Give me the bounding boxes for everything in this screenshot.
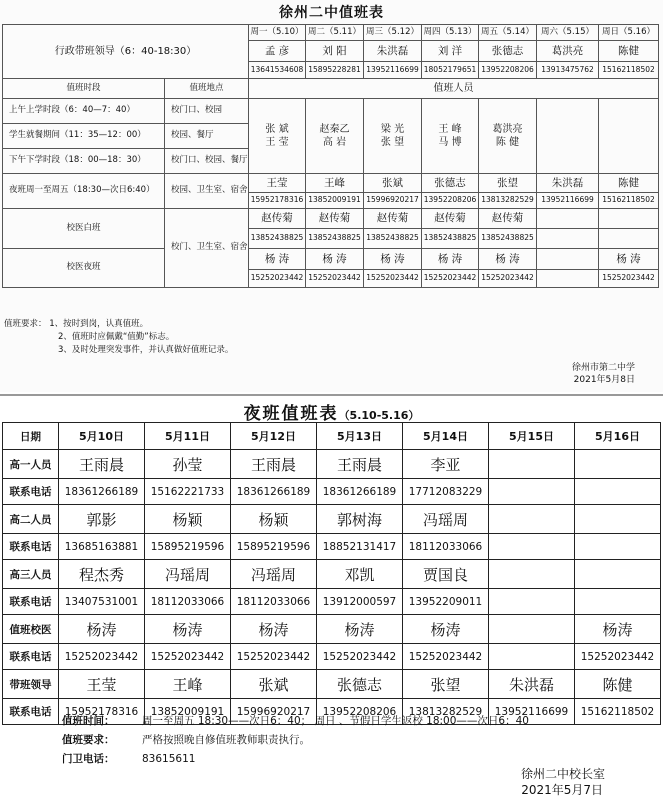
person-name: 杨涛 (317, 615, 403, 644)
footer-value: 83615611 (142, 753, 196, 765)
doctor-night-phone: 15252023442 (599, 270, 659, 288)
person-phone: 13952208206 (317, 699, 403, 725)
person-name: 郭树海 (317, 505, 403, 534)
person-phone: 18361266189 (231, 479, 317, 505)
person-name: 杨涛 (231, 615, 317, 644)
person-name: 杨涛 (403, 615, 489, 644)
date-header: 5月11日 (145, 423, 231, 450)
night-duty-table (2, 422, 661, 725)
admin-phone: 15162118502 (599, 62, 659, 79)
footer-key: 门卫电话： (62, 753, 115, 765)
person-phone (575, 589, 661, 615)
person-name: 杨颖 (231, 505, 317, 534)
period-staff-name: 赵秦乙 (319, 124, 350, 135)
top-sign-date: 2021年5月8日 (573, 375, 635, 385)
footer-key: 值班时间： (62, 715, 115, 727)
weekday-row (3, 25, 659, 41)
night-sign-date: 2021年5月7日 (521, 783, 603, 797)
doctor-day-phone: 13852438825 (479, 229, 537, 249)
period-staff-name: 陈 健 (495, 137, 520, 148)
person-phone: 13912000597 (317, 589, 403, 615)
doctor-night-label: 校医夜班 (3, 249, 165, 288)
admin-phone: 13913475762 (537, 62, 599, 79)
person-phone: 15252023442 (403, 644, 489, 670)
doctor-day-name: 赵传菊 (479, 209, 537, 229)
footer-value: 严格按照晚自修值班教师职责执行。 (142, 734, 310, 746)
night-duty-roster (0, 394, 663, 802)
phone-label: 联系电话 (3, 534, 59, 560)
person-row (3, 615, 661, 644)
person-row (3, 505, 661, 534)
person-name: 王雨晨 (59, 450, 145, 479)
period-time: 上午上学时段（6：40—7：40） (3, 99, 165, 124)
doctor-day-phone: 13852438825 (364, 229, 422, 249)
person-phone: 18361266189 (317, 479, 403, 505)
night-phone: 15996920217 (364, 193, 422, 209)
night-title-main: 夜班值班表 (243, 404, 339, 424)
person-phone: 18361266189 (59, 479, 145, 505)
doctor-day-name: 赵传菊 (422, 209, 479, 229)
night-name: 张斌 (364, 174, 422, 193)
person-name: 杨涛 (59, 615, 145, 644)
person-phone: 15252023442 (231, 644, 317, 670)
admin-name: 孟 彦 (249, 41, 306, 62)
period-row (3, 99, 659, 124)
person-name: 杨涛 (145, 615, 231, 644)
place-header: 值班地点 (165, 79, 249, 99)
period-staff-name: 葛洪亮 (492, 124, 523, 135)
doctor-night-name-row (3, 249, 659, 270)
person-name (575, 505, 661, 534)
doctor-day-phone: 13852438825 (249, 229, 306, 249)
empty-cell (537, 229, 599, 249)
phone-row (3, 479, 661, 505)
doctor-night-name (537, 249, 599, 270)
top-requirements (4, 318, 233, 357)
date-label: 日期 (3, 423, 59, 450)
person-name: 王雨晨 (231, 450, 317, 479)
phone-row (3, 534, 661, 560)
person-phone: 13952116699 (489, 699, 575, 725)
person-phone: 18112033066 (145, 589, 231, 615)
doctor-day-label: 校医白班 (3, 209, 165, 249)
weekday-header: 周五（5.14） (479, 25, 537, 41)
period-header: 值班时段 (3, 79, 165, 99)
admin-phone: 15895228281 (306, 62, 364, 79)
person-name: 杨颖 (145, 505, 231, 534)
doctor-night-phone: 15252023442 (479, 270, 537, 288)
admin-name: 朱洪磊 (364, 41, 422, 62)
empty-cell (537, 209, 599, 229)
person-phone: 13813282529 (403, 699, 489, 725)
date-header: 5月13日 (317, 423, 403, 450)
top-signature (572, 362, 635, 386)
person-phone (575, 479, 661, 505)
empty-cell (599, 209, 659, 229)
person-phone (489, 479, 575, 505)
period-staff-name: 马 博 (438, 137, 462, 148)
period-staff-name: 高 岩 (322, 137, 347, 148)
phone-row (3, 589, 661, 615)
admin-name: 张德志 (479, 41, 537, 62)
night-phone: 13952208206 (422, 193, 479, 209)
period-staff-name: 王 莹 (265, 137, 289, 148)
phone-row (3, 644, 661, 670)
period-staff-name: 张 望 (380, 137, 405, 148)
night-name: 陈健 (599, 174, 659, 193)
person-name: 邓凯 (317, 560, 403, 589)
period-staff (422, 99, 479, 174)
doctor-night-name: 杨 涛 (422, 249, 479, 270)
person-name (575, 450, 661, 479)
person-phone: 18852131417 (317, 534, 403, 560)
person-name: 王雨晨 (317, 450, 403, 479)
doctor-night-phone (537, 270, 599, 288)
person-row (3, 560, 661, 589)
role-label: 高二人员 (3, 505, 59, 534)
date-header: 5月10日 (59, 423, 145, 450)
admin-name: 刘 洋 (422, 41, 479, 62)
night-phone: 13852009191 (306, 193, 364, 209)
night-phone: 13813282529 (479, 193, 537, 209)
night-name-row (3, 174, 659, 193)
date-header: 5月15日 (489, 423, 575, 450)
person-phone (489, 644, 575, 670)
night-label: 夜班周一至周五（18:30—次日6:40） (3, 174, 165, 209)
person-phone: 18112033066 (403, 534, 489, 560)
weekday-header: 周三（5.12） (364, 25, 422, 41)
weekday-header: 周二（5.11） (306, 25, 364, 41)
admin-phone: 13952208206 (479, 62, 537, 79)
doctor-day-phone: 13852438825 (306, 229, 364, 249)
phone-label: 联系电话 (3, 699, 59, 725)
person-name: 冯瑶周 (403, 505, 489, 534)
duty-roster-top (0, 0, 663, 392)
empty-cell (537, 99, 599, 174)
doctor-day-name: 赵传菊 (306, 209, 364, 229)
top-req-line: 2、值班时应佩戴“值勤”标志。 (58, 332, 175, 342)
night-name: 张德志 (422, 174, 479, 193)
person-name: 冯瑶周 (145, 560, 231, 589)
night-footer (2, 712, 660, 769)
weekday-header: 周日（5.16） (599, 25, 659, 41)
person-phone: 15895219596 (231, 534, 317, 560)
admin-phone: 13952116699 (364, 62, 422, 79)
person-name (575, 560, 661, 589)
period-staff (364, 99, 422, 174)
admin-phone: 13641534608 (249, 62, 306, 79)
doctor-night-phone: 15252023442 (306, 270, 364, 288)
person-name: 王莹 (59, 670, 145, 699)
person-name: 张望 (403, 670, 489, 699)
person-name (489, 505, 575, 534)
admin-name: 刘 阳 (306, 41, 364, 62)
person-phone: 15252023442 (575, 644, 661, 670)
period-place: 校门口、校园、餐厅 (165, 149, 249, 174)
person-name: 陈健 (575, 670, 661, 699)
period-staff (479, 99, 537, 174)
person-phone: 15895219596 (145, 534, 231, 560)
weekday-header: 周六（5.15） (537, 25, 599, 41)
person-name: 张德志 (317, 670, 403, 699)
date-row (3, 423, 661, 450)
person-name (489, 615, 575, 644)
date-header: 5月14日 (403, 423, 489, 450)
person-phone: 15252023442 (317, 644, 403, 670)
top-req-line: 3、及时处理突发事件，并认真做好值班记录。 (58, 345, 234, 355)
phone-label: 联系电话 (3, 589, 59, 615)
doctor-night-phone: 15252023442 (364, 270, 422, 288)
footer-value: 周一至周五 18:30——次日6：40； 周日 、节假日学生返校 18:00——次日6：40 (142, 715, 529, 727)
person-phone (489, 534, 575, 560)
person-name: 郭影 (59, 505, 145, 534)
period-staff (249, 99, 306, 174)
person-name: 冯瑶周 (231, 560, 317, 589)
admin-phone: 18052179651 (422, 62, 479, 79)
doctor-day-name-row (3, 209, 659, 229)
weekday-header: 周一（5.10） (249, 25, 306, 41)
footer-row (2, 712, 660, 731)
person-phone: 15952178316 (59, 699, 145, 725)
role-label: 高一人员 (3, 450, 59, 479)
doctor-place: 校门、卫生室、宿舍 (165, 209, 249, 288)
night-sign-org: 徐州二中校长室 (520, 767, 605, 781)
admin-name: 葛洪亮 (537, 41, 599, 62)
person-name (489, 450, 575, 479)
night-name: 王莹 (249, 174, 306, 193)
role-label: 高三人员 (3, 560, 59, 589)
period-staff-name: 梁 光 (380, 124, 405, 135)
empty-cell (599, 229, 659, 249)
footer-key: 值班要求： (62, 734, 115, 746)
period-time: 下午下学时段（18：00—18：30） (3, 149, 165, 174)
top-sign-org: 徐州市第二中学 (571, 363, 635, 373)
night-title (0, 399, 663, 424)
person-name: 朱洪磊 (489, 670, 575, 699)
person-phone: 13685163881 (59, 534, 145, 560)
period-staff-name: 王 峰 (438, 124, 462, 135)
top-duty-table (2, 24, 659, 288)
admin-label: 行政带班领导（6：40-18:30） (3, 25, 249, 79)
person-phone: 15252023442 (59, 644, 145, 670)
footer-row (2, 731, 660, 750)
doctor-day-phone: 13852438825 (422, 229, 479, 249)
doctor-night-name: 杨 涛 (306, 249, 364, 270)
night-signature (521, 766, 605, 798)
date-header: 5月16日 (575, 423, 661, 450)
night-name: 朱洪磊 (537, 174, 599, 193)
person-row (3, 450, 661, 479)
empty-cell (599, 99, 659, 174)
person-phone: 13407531001 (59, 589, 145, 615)
staff-header-row (3, 79, 659, 99)
doctor-night-name: 杨 涛 (599, 249, 659, 270)
period-staff-name: 张 斌 (265, 124, 289, 135)
phone-label: 联系电话 (3, 644, 59, 670)
period-place: 校门口、校园 (165, 99, 249, 124)
phone-label: 联系电话 (3, 479, 59, 505)
person-phone: 13852009191 (145, 699, 231, 725)
person-phone: 15252023442 (145, 644, 231, 670)
night-place: 校园、卫生室、宿舍 (165, 174, 249, 209)
doctor-night-phone: 15252023442 (249, 270, 306, 288)
person-name (489, 560, 575, 589)
date-header: 5月12日 (231, 423, 317, 450)
weekday-header: 周四（5.13） (422, 25, 479, 41)
night-name: 张望 (479, 174, 537, 193)
doctor-night-phone: 15252023442 (422, 270, 479, 288)
period-place: 校园、餐厅 (165, 124, 249, 149)
person-name: 王峰 (145, 670, 231, 699)
person-name: 孙莹 (145, 450, 231, 479)
person-name: 张斌 (231, 670, 317, 699)
doctor-day-name: 赵传菊 (249, 209, 306, 229)
doctor-night-name: 杨 涛 (249, 249, 306, 270)
person-name: 程杰秀 (59, 560, 145, 589)
role-label: 带班领导 (3, 670, 59, 699)
night-phone: 13952116699 (537, 193, 599, 209)
person-phone: 17712083229 (403, 479, 489, 505)
staff-header: 值班人员 (249, 79, 659, 99)
admin-name: 陈健 (599, 41, 659, 62)
doctor-night-name: 杨 涛 (364, 249, 422, 270)
night-phone: 15162118502 (599, 193, 659, 209)
person-phone: 15162118502 (575, 699, 661, 725)
doctor-night-name: 杨 涛 (479, 249, 537, 270)
person-name: 李亚 (403, 450, 489, 479)
person-phone (575, 534, 661, 560)
person-phone: 15996920217 (231, 699, 317, 725)
period-time: 学生就餐期间（11：35—12：00） (3, 124, 165, 149)
night-name: 王峰 (306, 174, 364, 193)
period-staff (306, 99, 364, 174)
top-title: 徐州二中值班表 (279, 5, 384, 21)
night-phone: 15952178316 (249, 193, 306, 209)
top-req-line: 值班要求： 1、按时到岗，认真值班。 (4, 319, 149, 329)
person-name: 杨涛 (575, 615, 661, 644)
role-label: 值班校医 (3, 615, 59, 644)
person-phone (489, 589, 575, 615)
person-row (3, 670, 661, 699)
person-phone: 15162221733 (145, 479, 231, 505)
doctor-day-name: 赵传菊 (364, 209, 422, 229)
person-phone: 13952209011 (403, 589, 489, 615)
person-name: 贾国良 (403, 560, 489, 589)
night-title-range: （5.10-5.16） (338, 409, 420, 422)
person-phone: 18112033066 (231, 589, 317, 615)
